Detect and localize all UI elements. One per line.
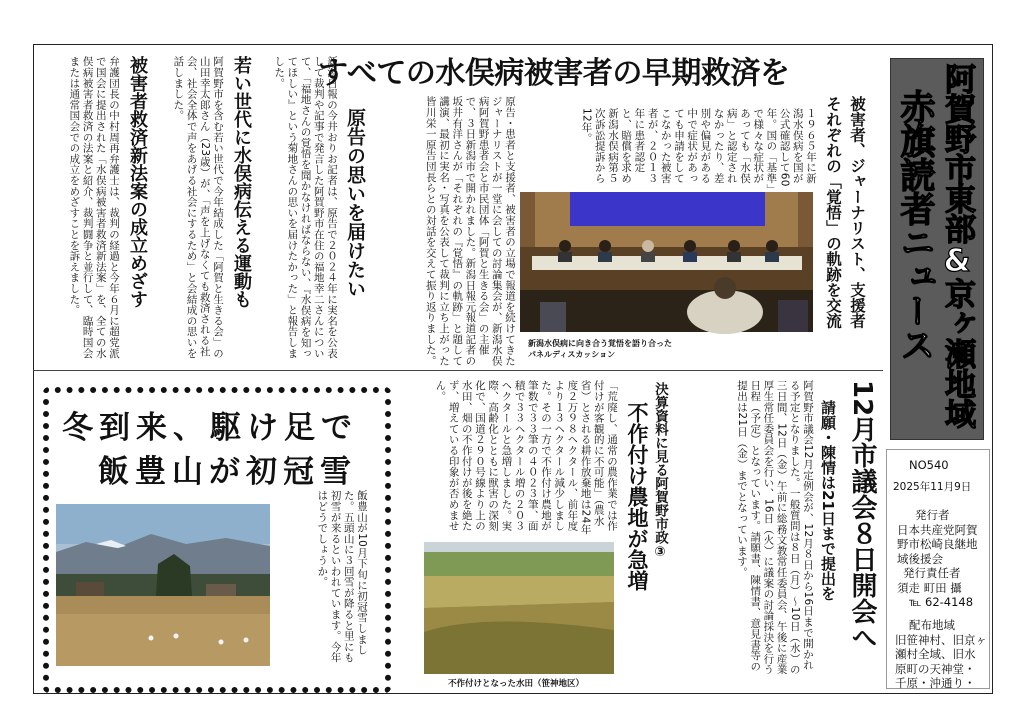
publisher-line: 域後援会: [897, 551, 943, 566]
distribution-line: 原町の天神堂・: [895, 661, 976, 676]
farmland-photo: [424, 542, 614, 674]
publisher-line: 発行者: [915, 508, 950, 522]
mountain-photo-illustration: [56, 504, 270, 666]
mountain-photo: [56, 504, 270, 666]
council-heading: 12月市議会８日開会へ: [847, 380, 877, 651]
issue-info: [886, 449, 990, 689]
distribution-label: 配布地域: [909, 618, 955, 632]
farmland-heading: 不作付け農地が急増: [625, 402, 649, 591]
masthead-region: 阿賀野市東部&京ヶ瀬地域: [939, 63, 975, 428]
winter-headline: 冬到来、駆け足で: [62, 410, 358, 446]
lead-body-a: １９６５年に新潟水俣病を国が公式確認して60年。国の「基準」で様々な症状があっても「水俣病」と認定されなかったり、差別や偏見がある中で症状があっても申請をしてこなかった被害者が、２０１３年に患者認定と、賠償を求め新潟水俣病第５次訴訟提訴から12年。: [580, 108, 817, 190]
farmland-body: 「荒廃し、通常の農作業では作付けが客観的に不可能」（農水省）とされる耕作放棄地は24年度２万９８ヘクタール、前年度より１３ヘクタール減少しました。その一方で不作付け農地が筆数で３３筆の４０２３筆、面積で３３ヘクタール増の２０３ヘクタールと急増しました。実際、高齢化とともに獣害の深刻化で、国道２９０号線より上の水田、畑の不作付けが後を絶たず、増えている印象が否めません。: [434, 380, 618, 535]
distribution: [895, 618, 987, 691]
lead-headline: すべての水俣病被害者の早期救済を: [318, 56, 790, 91]
winter-headline: 飯豊山が初冠雪: [98, 454, 357, 490]
section-divider: [33, 370, 883, 371]
publisher-line: 日本共産党阿賀: [897, 522, 978, 537]
winter-body: 飯豊山が10月下旬に初冠雪しました。五頭山に３回雪が降ると里にも初雪が来るといわれています。今年はどうでしょうか。: [316, 490, 368, 663]
distribution-line: 千原・沖通り・: [895, 676, 976, 690]
issue-number: NO540: [909, 458, 949, 472]
distribution-line: 瀬村全域、旧水: [895, 647, 976, 661]
law-heading: 被害者救済新法案の成立めざす: [127, 56, 148, 308]
publisher: [897, 508, 987, 610]
plaintiff-heading: 原告の思いを届けたい: [344, 108, 366, 298]
council-subheading: 請願・陳情は21日まで提出を: [819, 400, 837, 601]
masthead: [890, 58, 984, 440]
issue-date: 2025年11月9日: [893, 481, 972, 493]
photo-caption-line: 新潟水俣病に向き合う覚悟を語り合った: [528, 339, 672, 348]
distribution-line: 旧笹神村、旧京ヶ: [895, 632, 987, 647]
lead-subheadline: 被害者、ジャーナリスト、支援者: [848, 96, 866, 329]
publisher-line: 野市松崎良継地: [897, 537, 978, 551]
photo-caption-line: パネルディスカッション: [528, 350, 616, 359]
council-body: 阿賀野市議会12月定例会が、12月８日から16日まで開かれる予定となりました。一般質問は８日（月）～10日（水）の三日間、12日（金）午前に総務文教常任委員会、午後に産業厚生常任委員会を行い、16日（火）に議案の討論採決を行う日程（予定）となっています。請願書、陳情書、意見書等の提出は21日（金）までとなっています。: [735, 380, 814, 675]
law-body: 弁護団長の中村周再弁護士は、裁判の経過と今年６月に超党派で国会に提出された「水俣病被害者救済新法案」を、全ての水俣病被害者救済の法案と紹介、裁判闘争と並行して、臨時国会または通常国会での成立をめざすことを訴えました。: [68, 56, 120, 359]
telephone: ℡ 62-4148: [909, 595, 974, 609]
young-body: 阿賀野市を含む若い世代で今年結成した「阿賀と生きる会」の山田幸太郎さん（23歳）が、「声を上げなくても救済される社会、社会全体で声をあげる社会にするため」と会結成の思いを話しました。: [172, 56, 224, 359]
farmland-photo-caption: 不作付けとなった水田（笹神地区）: [448, 679, 585, 689]
plaintiff-body: 新潟日報の今井おりお記者は、原告で２０２４年に実名を公表して裁判や記事で発言した阿賀野市在住の福地幸二さんについて、「福地さんの覚悟を聞かなければならない、『水俣病を知ってほしい』という菊地さんの思いを届けたかった」と報告しました。: [273, 56, 338, 359]
lead-body-b: 原告・患者と支援者、被害者の立場で報道を続けてきたジャーナリストが一堂に会しての討論集会が、新潟水俣病阿賀野患者会と市民団体「阿賀と生きる会」の主催で、３日新潟市で開かれました。新潟日報元報道記者の坂井有洋さんが「それぞれの『覚悟』の軌跡」と題して講演、最初に実名・写真を公表して裁判に立ち上がった皆川栄一原告団長らとの対話を交えて振り返りました。: [424, 96, 516, 366]
editor-label: 発行責任者: [903, 566, 961, 580]
panel-photo-illustration: [520, 192, 813, 332]
lead-subheadline: それぞれの「覚悟」の軌跡を交流: [824, 96, 842, 329]
photo-caption: [528, 338, 728, 360]
farmland-photo-illustration: [424, 542, 614, 674]
farmland-kicker: 決算資料に見る阿賀野市政③: [652, 382, 668, 560]
editor-name: 須走 町田 攝: [897, 580, 962, 595]
masthead-title: 赤旗読者ニュース: [895, 89, 935, 361]
young-heading: 若い世代に水俣病伝える運動も: [231, 56, 252, 308]
panel-discussion-photo: [520, 192, 813, 332]
